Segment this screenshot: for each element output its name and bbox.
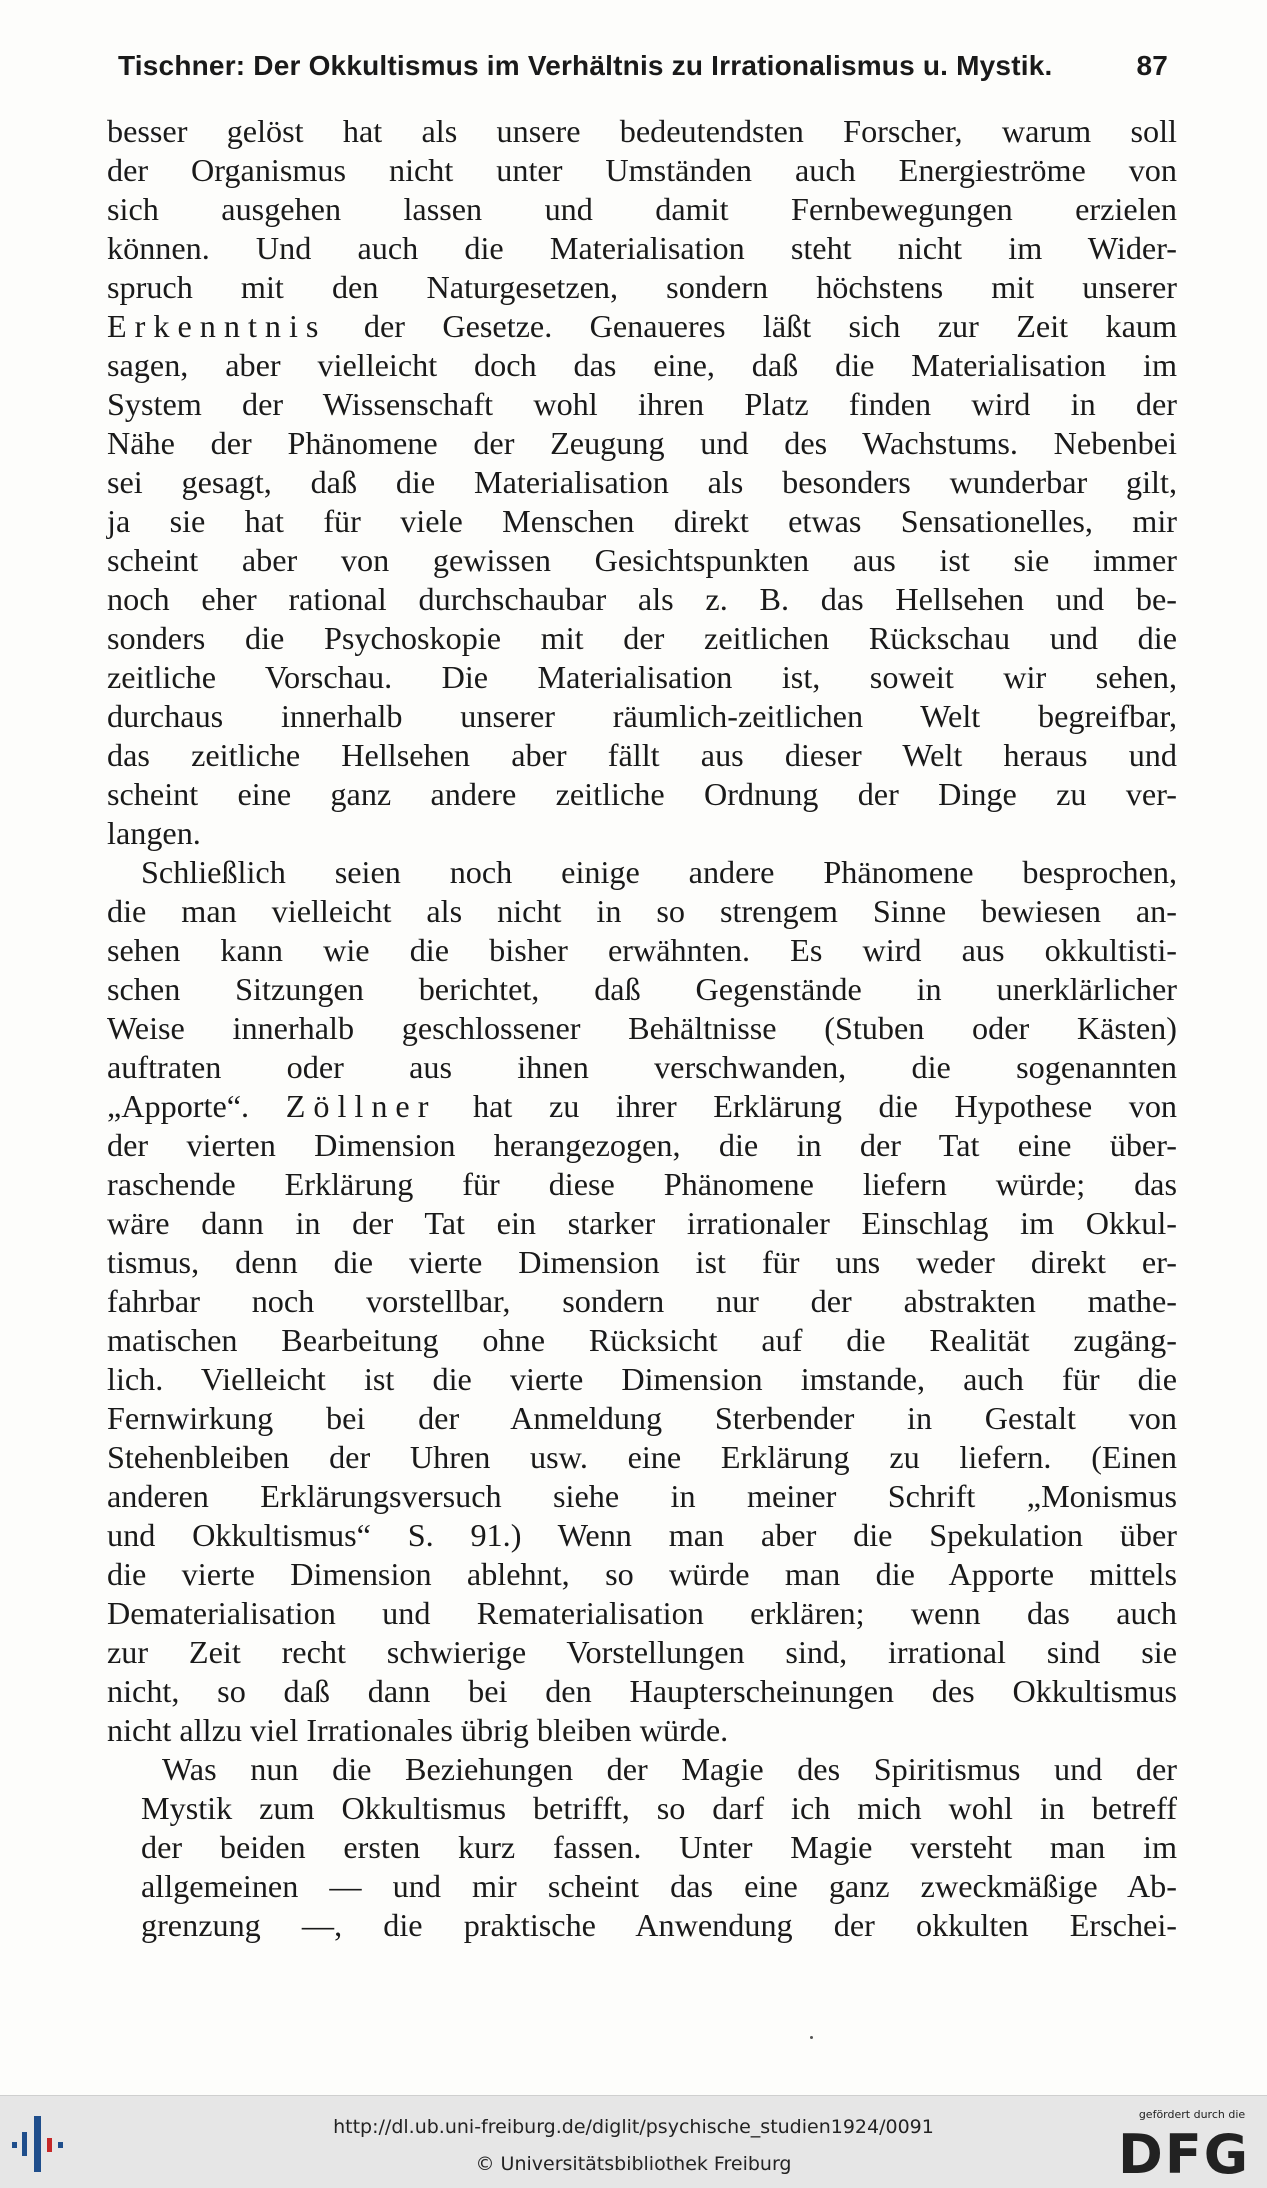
text-line <box>107 1087 1177 1126</box>
text-line: System der Wissenschaft wohl ihren Platz finden wird in der <box>107 386 1177 422</box>
text-line: Dematerialisation und Rematerialisation erklären; wenn das auch <box>107 1595 1177 1631</box>
text-line: allgemeinen — und mir scheint das eine ganz zweckmäßige Ab- <box>141 1868 1177 1904</box>
paragraph-start: Schließlich seien noch einige andere Phänomene besprochen, <box>141 854 1177 890</box>
text-line: sagen, aber vielleicht doch das eine, daß die Materialisation im <box>107 347 1177 383</box>
text-line: Weise innerhalb geschlossener Behältnisse (Stuben oder Kästen) <box>107 1010 1177 1046</box>
text-line: scheint eine ganz andere zeitliche Ordnung der Dinge zu ver- <box>107 776 1177 812</box>
scan-speck <box>810 2036 813 2039</box>
text-line: sei gesagt, daß die Materialisation als besonders wunderbar gilt, <box>107 464 1177 500</box>
text-line: besser gelöst hat als unsere bedeutendsten Forscher, warum soll <box>107 113 1177 149</box>
copyright-notice: © Universitätsbibliothek Freiburg <box>475 2153 792 2175</box>
text-line: tismus, denn die vierte Dimension ist für uns weder direkt er- <box>107 1244 1177 1280</box>
text-fragment: hat zu ihrer Erklärung die Hypothese von <box>473 1088 1178 1124</box>
text-line: der Organismus nicht unter Umständen auch Energieströme von <box>107 152 1177 188</box>
text-line: noch eher rational durchschaubar als z. B. das Hellsehen und be- <box>107 581 1177 617</box>
running-title: Tischner: Der Okkultismus im Verhältnis zu Irrationalismus u. Mystik. <box>118 50 1053 81</box>
text-line: auftraten oder aus ihnen verschwanden, die sogenannten <box>107 1049 1177 1085</box>
text-line: der vierten Dimension herangezogen, die in der Tat eine über- <box>107 1127 1177 1163</box>
text-line: die man vielleicht als nicht in so strengem Sinne bewiesen an- <box>107 893 1177 929</box>
text-line: sonders die Psychoskopie mit der zeitlichen Rückschau und die <box>107 620 1177 656</box>
text-line: zeitliche Vorschau. Die Materialisation ist, soweit wir sehen, <box>107 659 1177 695</box>
text-line: Stehenbleiben der Uhren usw. eine Erklärung zu liefern. (Einen <box>107 1439 1177 1475</box>
text-line: spruch mit den Naturgesetzen, sondern höchstens mit unserer <box>107 269 1177 305</box>
text-line: Nähe der Phänomene der Zeugung und des Wachstums. Nebenbei <box>107 425 1177 461</box>
text-line: können. Und auch die Materialisation steht nicht im Wider- <box>107 230 1177 266</box>
text-line: fahrbar noch vorstellbar, sondern nur der abstrakten mathe- <box>107 1283 1177 1319</box>
text-line: ja sie hat für viele Menschen direkt etwas Sensationelles, mir <box>107 503 1177 539</box>
text-line: lich. Vielleicht ist die vierte Dimension imstande, auch für die <box>107 1361 1177 1397</box>
viewer-footer <box>0 2095 1267 2188</box>
text-line: sehen kann wie die bisher erwähnten. Es wird aus okkultisti- <box>107 932 1177 968</box>
text-line: matischen Bearbeitung ohne Rücksicht auf die Realität zugäng- <box>107 1322 1177 1358</box>
paragraph-start: Was nun die Beziehungen der Magie des Spiritismus und der <box>162 1751 1177 1787</box>
dfg-logo: DFG <box>1118 2123 1251 2186</box>
body-text <box>107 112 1177 1945</box>
page-header <box>118 50 1168 82</box>
text-line: sich ausgehen lassen und damit Fernbewegungen erzielen <box>107 191 1177 227</box>
text-line: langen. <box>107 815 201 851</box>
text-line: das zeitliche Hellsehen aber fällt aus dieser Welt heraus und <box>107 737 1177 773</box>
text-line: nicht allzu viel Irrationales übrig bleiben würde. <box>107 1712 729 1748</box>
text-line: raschende Erklärung für diese Phänomene liefern würde; das <box>107 1166 1177 1202</box>
text-line: grenzung —, die praktische Anwendung der okkulten Erschei- <box>141 1907 1177 1943</box>
text-line: nicht, so daß dann bei den Haupterscheinungen des Okkultismus <box>107 1673 1177 1709</box>
text-line: scheint aber von gewissen Gesichtspunkten aus ist sie immer <box>107 542 1177 578</box>
page-number: 87 <box>1136 50 1168 81</box>
sponsor-note: gefördert durch die <box>1138 2108 1246 2121</box>
text-line: Mystik zum Okkultismus betrifft, so darf ich mich wohl in betreff <box>141 1790 1177 1826</box>
permalink-url[interactable]: http://dl.ub.uni-freiburg.de/diglit/psychische_studien1924/0091 <box>333 2116 934 2138</box>
text-line: zur Zeit recht schwierige Vorstellungen sind, irrational sind sie <box>107 1634 1177 1670</box>
text-line: und Okkultismus“ S. 91.) Wenn man aber die Spekulation über <box>107 1517 1177 1553</box>
emphasized-name: Zöllner <box>285 1088 437 1124</box>
text-fragment: „Apporte“. <box>107 1088 250 1124</box>
text-line: die vierte Dimension ablehnt, so würde man die Apporte mittels <box>107 1556 1177 1592</box>
text-line: anderen Erklärungsversuch siehe in meiner Schrift „Monismus <box>107 1478 1177 1514</box>
text-line: wäre dann in der Tat ein starker irrationaler Einschlag im Okkul- <box>107 1205 1177 1241</box>
text-line: der beiden ersten kurz fassen. Unter Magie versteht man im <box>141 1829 1177 1865</box>
text-line: Fernwirkung bei der Anmeldung Sterbender in Gestalt von <box>107 1400 1177 1436</box>
emphasized-word: Erkenntnis <box>107 308 327 344</box>
text-fragment: der Gesetze. Genaueres läßt sich zur Zeit kaum <box>363 308 1178 344</box>
text-line <box>107 307 1177 346</box>
text-line: schen Sitzungen berichtet, daß Gegenstände in unerklärlicher <box>107 971 1177 1007</box>
text-line: durchaus innerhalb unserer räumlich-zeitlichen Welt begreifbar, <box>107 698 1177 734</box>
